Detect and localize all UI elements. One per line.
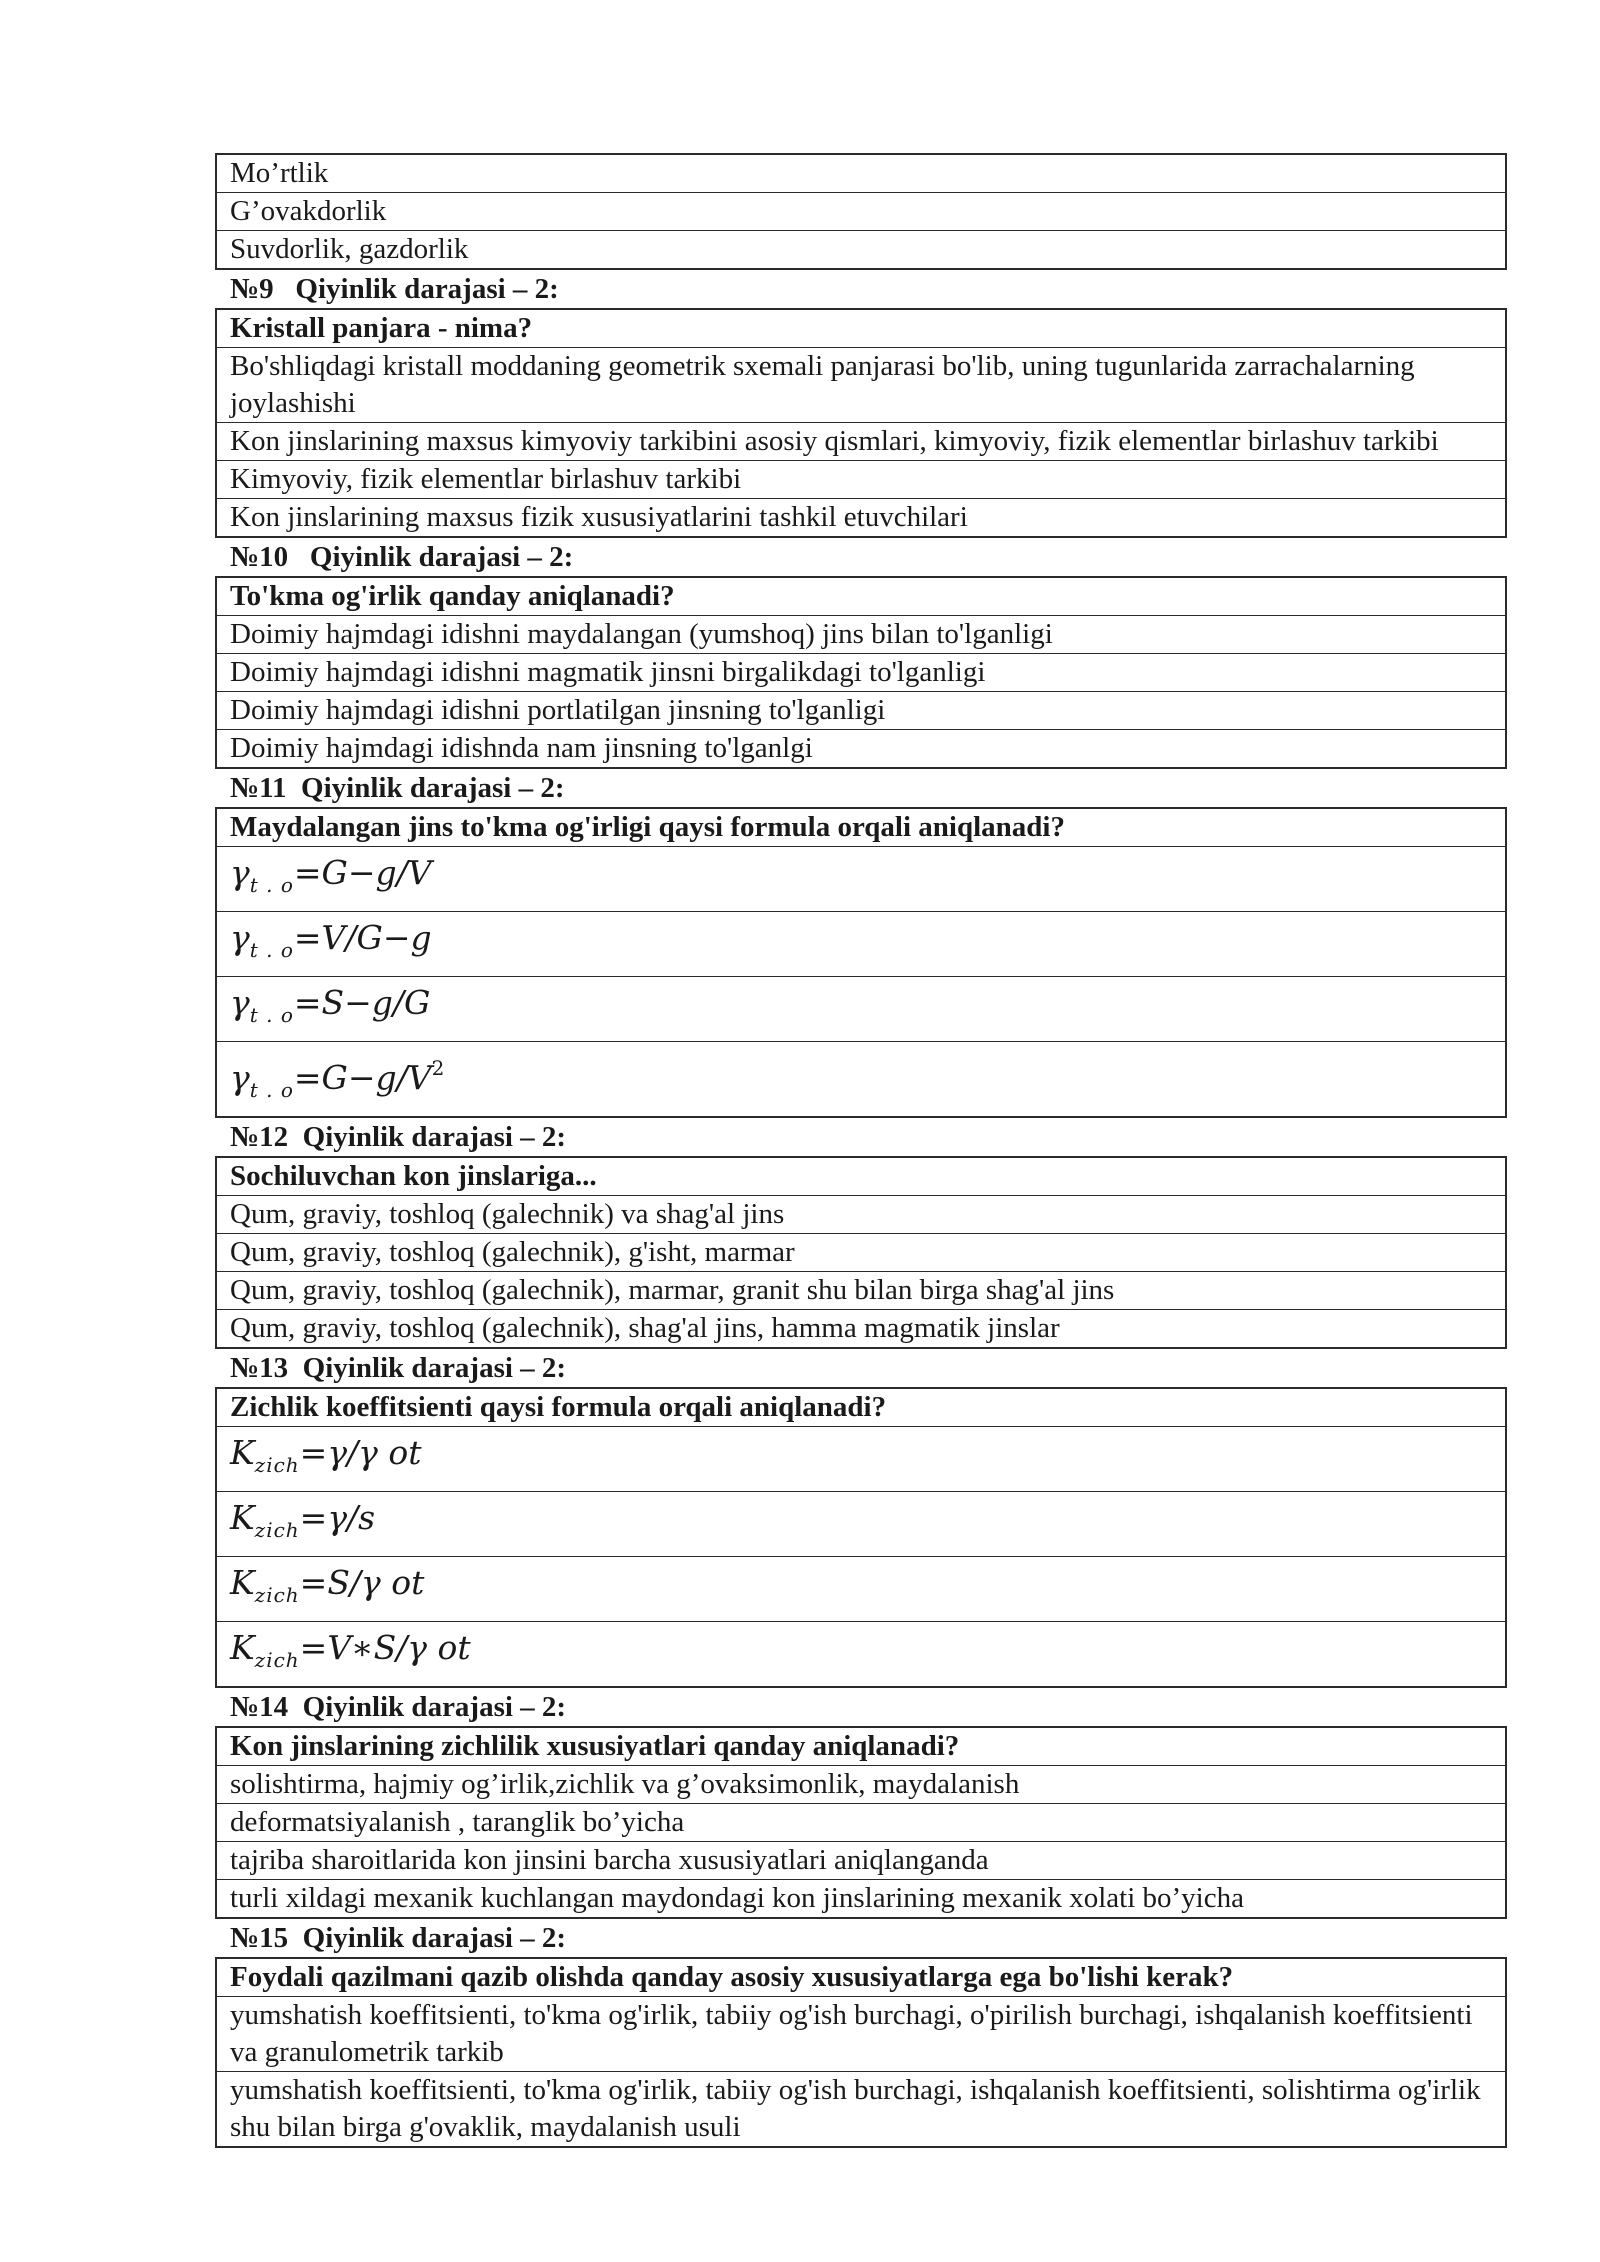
question-text: Foydali qazilmani qazib olishda qanday asosiy xususiyatlarga ega bo'lishi kerak? [230, 1961, 1234, 1993]
formula-option: $K_{zich}=\gamma/\gamma$ ot [217, 1426, 1505, 1491]
question-text: Zichlik koeffitsienti qaysi formula orqali aniqlanadi? [230, 1391, 887, 1423]
answer-option: deformatsiyalanish , taranglik bo’yicha [217, 1803, 1505, 1841]
formula-option: $\gamma_{t . o}=G-g/V$ [217, 846, 1505, 911]
question-header: №9 Qiyinlik darajasi – 2: [230, 273, 559, 305]
answer-table-continued [215, 153, 1507, 270]
answer-option: Kimyoviy, fizik elementlar birlashuv tarkibi [217, 460, 1505, 498]
answer-option: Bo'shliqdagi kristall moddaning geometrik sxemali panjarasi bo'lib, uning tugunlarida zarrachalarning joylashishi [217, 347, 1505, 422]
question-text: To'kma og'irlik qanday aniqlanadi? [230, 580, 675, 612]
question-text: Maydalangan jins to'kma og'irligi qaysi formula orqali aniqlanadi? [230, 811, 1065, 843]
answer-option: Doimiy hajmdagi idishnda nam jinsning to'lganlgi [217, 729, 1505, 767]
answer-option: Qum, graviy, toshloq (galechnik), g'isht, marmar [217, 1233, 1505, 1271]
answer-option: solishtirma, hajmiy og’irlik,zichlik va g’ovaksimonlik, maydalanish [217, 1765, 1505, 1803]
question-header: №11 Qiyinlik darajasi – 2: [230, 772, 565, 804]
question-table [215, 1957, 1507, 2148]
formula-option: $K_{zich}=\gamma/s$ [217, 1491, 1505, 1556]
answer-option: Qum, graviy, toshloq (galechnik) va shag'al jins [217, 1195, 1505, 1233]
question-block-11 [215, 769, 1507, 1118]
question-header: №12 Qiyinlik darajasi – 2: [230, 1121, 567, 1153]
formula-option: $K_{zich}=S/\gamma$ ot [217, 1556, 1505, 1621]
document-page [215, 153, 1507, 2148]
answer-option: Qum, graviy, toshloq (galechnik), marmar, granit shu bilan birga shag'al jins [217, 1271, 1505, 1309]
answer-option: turli xildagi mexanik kuchlangan maydondagi kon jinslarining mexanik xolati bo’yicha [217, 1879, 1505, 1917]
answer-option: Doimiy hajmdagi idishni magmatik jinsni birgalikdagi to'lganligi [217, 653, 1505, 691]
question-block-14 [215, 1688, 1507, 1919]
question-table [215, 1387, 1507, 1688]
answer-option: Qum, graviy, toshloq (galechnik), shag'al jins, hamma magmatik jinslar [217, 1309, 1505, 1347]
question-block-10 [215, 538, 1507, 769]
question-block-15 [215, 1919, 1507, 2148]
question-header: №15 Qiyinlik darajasi – 2: [230, 1922, 567, 1954]
answer-option: Kon jinslarining maxsus kimyoviy tarkibini asosiy qismlari, kimyoviy, fizik elementlar birlashuv tarkibi [217, 422, 1505, 460]
answer-option: yumshatish koeffitsienti, to'kma og'irlik, tabiiy og'ish burchagi, o'pirilish burchagi, ishqalanish koeffitsienti va granulometrik tarkib [217, 1996, 1505, 2071]
answer-option: G’ovakdorlik [217, 192, 1505, 230]
answer-option: tajriba sharoitlarida kon jinsini barcha xususiyatlari aniqlanganda [217, 1841, 1505, 1879]
question-header: №13 Qiyinlik darajasi – 2: [230, 1352, 567, 1384]
answer-option: Kon jinslarining maxsus fizik xususiyatlarini tashkil etuvchilari [217, 498, 1505, 536]
answer-option: Mo’rtlik [230, 157, 329, 189]
question-table [215, 807, 1507, 1118]
question-header: №14 Qiyinlik darajasi – 2: [230, 1691, 567, 1723]
question-text: Sochiluvchan kon jinslariga... [230, 1160, 597, 1192]
formula-option: $\gamma_{t . o}=G-g/V^2$ [217, 1041, 1505, 1116]
question-table [215, 576, 1507, 769]
question-block-9 [215, 270, 1507, 538]
question-header: №10 Qiyinlik darajasi – 2: [230, 541, 574, 573]
formula-option: $\gamma_{t . o}=S-g/G$ [217, 976, 1505, 1041]
answer-option: Doimiy hajmdagi idishni maydalangan (yumshoq) jins bilan to'lganligi [217, 615, 1505, 653]
question-table [215, 308, 1507, 538]
question-text: Kon jinslarining zichlilik xususiyatlari qanday aniqlanadi? [230, 1730, 960, 1762]
question-table [215, 1726, 1507, 1919]
answer-option: yumshatish koeffitsienti, to'kma og'irlik, tabiiy og'ish burchagi, ishqalanish koeffitsienti, solishtirma og'irlik shu bilan birga g'ovaklik, maydalanish usuli [217, 2071, 1505, 2146]
question-table [215, 1156, 1507, 1349]
question-block-13 [215, 1349, 1507, 1688]
formula-option: $K_{zich}=V∗S/\gamma$ ot [217, 1621, 1505, 1686]
question-block-12 [215, 1118, 1507, 1349]
answer-option: Doimiy hajmdagi idishni portlatilgan jinsning to'lganligi [217, 691, 1505, 729]
formula-option: $\gamma_{t . o}=V/G-g$ [217, 911, 1505, 976]
question-text: Kristall panjara - nima? [230, 312, 533, 344]
answer-option: Suvdorlik, gazdorlik [217, 230, 1505, 268]
